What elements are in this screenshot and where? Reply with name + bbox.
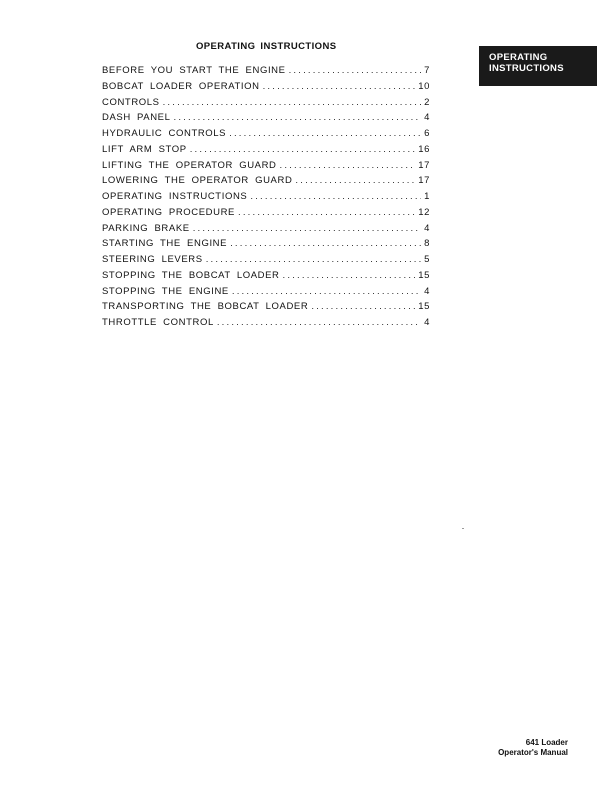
toc-entry-page: 15 [418,269,430,281]
table-of-contents [102,65,430,333]
toc-entry [102,270,430,286]
footer-manual-title: Operator's Manual [498,748,568,757]
toc-entry-label: DASH PANEL [102,112,171,124]
toc-entry [102,317,430,333]
toc-entry-page: 4 [424,317,430,328]
section-tab-line-1: OPERATING [489,52,548,63]
section-tab-line-2: INSTRUCTIONS [489,63,564,74]
toc-dot-leader [230,238,421,249]
toc-entry-page: 8 [424,238,430,250]
toc-entry [102,238,430,254]
toc-entry [102,128,430,144]
toc-entry [102,207,430,223]
toc-entry-label: CONTROLS [102,96,160,108]
toc-entry [102,286,430,302]
toc-dot-leader [280,160,416,171]
toc-entry-page: 16 [418,143,430,155]
toc-entry-label: STARTING THE ENGINE [102,238,228,250]
toc-entry-page: 7 [424,65,430,76]
toc-dot-leader [263,81,416,92]
toc-dot-leader [229,128,421,139]
toc-entry-page: 17 [418,175,430,187]
toc-entry-label: PARKING BRAKE [102,222,190,234]
footer-model: 641 Loader [525,738,568,747]
page-title: OPERATING INSTRUCTIONS [196,41,337,52]
toc-entry-page: 1 [424,191,430,202]
toc-dot-leader [295,175,415,186]
toc-entry-label: LIFT ARM STOP [102,143,187,155]
toc-entry [102,223,430,239]
toc-entry-label: LOWERING THE OPERATOR GUARD [102,175,293,187]
toc-entry [102,191,430,207]
toc-entry-page: 15 [418,301,430,313]
toc-entry [102,97,430,113]
toc-dot-leader [206,254,421,265]
toc-entry-label: OPERATING INSTRUCTIONS [102,191,248,202]
toc-entry [102,301,430,317]
toc-dot-leader [217,317,421,328]
toc-entry-page: 17 [418,159,430,171]
toc-entry-page: 4 [424,222,430,234]
toc-entry [102,175,430,191]
toc-dot-leader [190,144,416,155]
toc-entry [102,160,430,176]
toc-dot-leader [193,223,421,234]
toc-dot-leader [250,191,421,202]
toc-entry [102,144,430,160]
toc-entry-label: THROTTLE CONTROL [102,317,214,328]
toc-entry-label: STOPPING THE ENGINE [102,285,229,297]
toc-entry-label: LIFTING THE OPERATOR GUARD [102,159,277,171]
toc-entry-label: BOBCAT LOADER OPERATION [102,80,260,92]
section-tab [479,46,597,86]
toc-entry-page: 4 [424,285,430,297]
toc-dot-leader [311,301,415,312]
toc-entry [102,65,430,81]
toc-entry-label: TRANSPORTING THE BOBCAT LOADER [102,301,309,313]
toc-dot-leader [283,270,416,281]
toc-entry-label: HYDRAULIC CONTROLS [102,128,227,139]
toc-dot-leader [232,286,421,297]
toc-dot-leader [238,207,415,218]
toc-dot-leader [163,97,422,108]
toc-entry [102,81,430,97]
page-footer [498,738,568,758]
scan-speck [462,528,464,529]
toc-entry-page: 12 [418,206,430,218]
toc-entry-label: STEERING LEVERS [102,254,203,265]
toc-entry [102,112,430,128]
toc-entry-label: STOPPING THE BOBCAT LOADER [102,269,280,281]
toc-dot-leader [173,112,421,123]
toc-entry [102,254,430,270]
toc-entry-label: OPERATING PROCEDURE [102,206,235,218]
toc-entry-page: 6 [424,128,430,139]
toc-entry-page: 5 [424,254,430,265]
toc-dot-leader [289,65,422,76]
toc-entry-label: BEFORE YOU START THE ENGINE [102,65,286,76]
toc-entry-page: 2 [424,96,430,108]
toc-entry-page: 10 [418,80,430,92]
toc-entry-page: 4 [424,112,430,124]
